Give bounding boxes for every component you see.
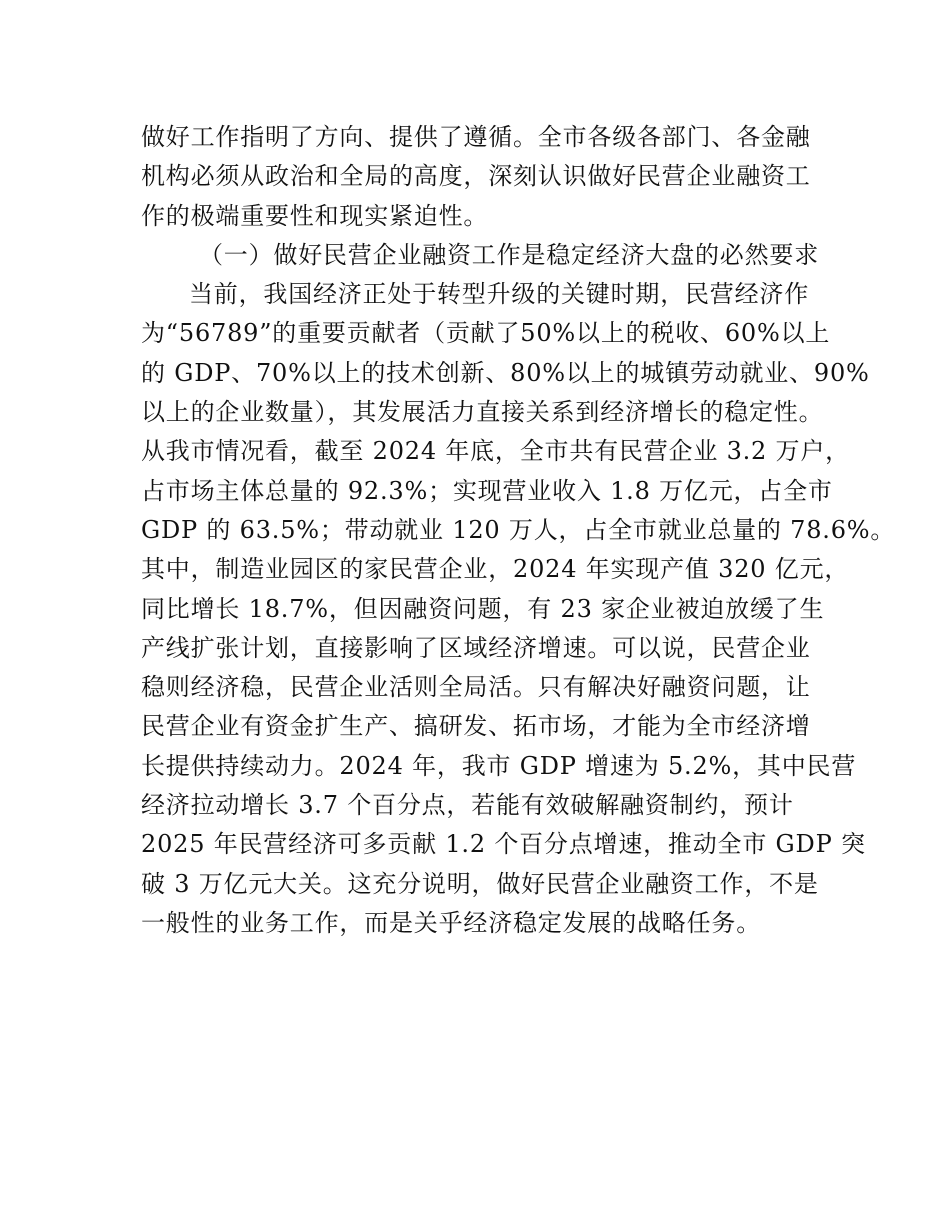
body-line-17: 一般性的业务工作，而是关乎经济稳定发展的战略任务。 bbox=[141, 908, 761, 937]
body-line-15: 2025 年民营经济可多贡献 1.2 个百分点增速，推动全市 GDP 突 bbox=[141, 830, 866, 859]
body-line-13: 长提供持续动力。2024 年，我市 GDP 增速为 5.2%，其中民营 bbox=[141, 751, 857, 780]
intro-line-1: 做好工作指明了方向、提供了遵循。全市各级各部门、各金融 bbox=[141, 123, 811, 151]
body-line-3: 的 GDP、70%以上的技术创新、80%以上的城镇劳动就业、90% bbox=[141, 358, 870, 387]
document-body bbox=[141, 118, 896, 943]
body-line-2: 为“56789”的重要贡献者（贡献了50%以上的税收、60%以上 bbox=[141, 319, 831, 348]
body-line-6: 占市场主体总量的 92.3%；实现营业收入 1.8 万亿元，占全市 bbox=[141, 476, 833, 505]
body-line-4: 以上的企业数量），其发展活力直接关系到经济增长的稳定性。 bbox=[141, 398, 824, 427]
section-heading: （一）做好民营企业融资工作是稳定经济大盘的必然要求 bbox=[199, 240, 819, 269]
body-line-7: GDP 的 63.5%；带动就业 120 万人，占全市就业总量的 78.6%。 bbox=[141, 515, 896, 544]
body-line-11: 稳则经济稳，民营企业活则全局活。只有解决好融资问题，让 bbox=[141, 673, 811, 702]
body-line-9: 同比增长 18.7%，但因融资问题，有 23 家企业被迫放缓了生 bbox=[141, 594, 825, 623]
body-line-16: 破 3 万亿元大关。这充分说明，做好民营企业融资工作，不是 bbox=[141, 869, 819, 898]
body-line-12: 民营企业有资金扩生产、搞研发、拓市场，才能为全市经济增 bbox=[141, 712, 811, 741]
body-line-10: 产线扩张计划，直接影响了区域经济增速。可以说，民营企业 bbox=[141, 633, 811, 662]
body-line-14: 经济拉动增长 3.7 个百分点，若能有效破解融资制约，预计 bbox=[141, 791, 794, 820]
intro-line-3: 作的极端重要性和现实紧迫性。 bbox=[141, 201, 489, 230]
body-line-1: 当前，我国经济正处于转型升级的关键时期，民营经济作 bbox=[189, 280, 809, 309]
intro-line-2: 机构必须从政治和全局的高度，深刻认识做好民营企业融资工 bbox=[141, 162, 811, 191]
body-line-8: 其中，制造业园区的家民营企业，2024 年实现产值 320 亿元， bbox=[141, 555, 850, 584]
body-line-5: 从我市情况看，截至 2024 年底，全市共有民营企业 3.2 万户， bbox=[141, 437, 850, 466]
